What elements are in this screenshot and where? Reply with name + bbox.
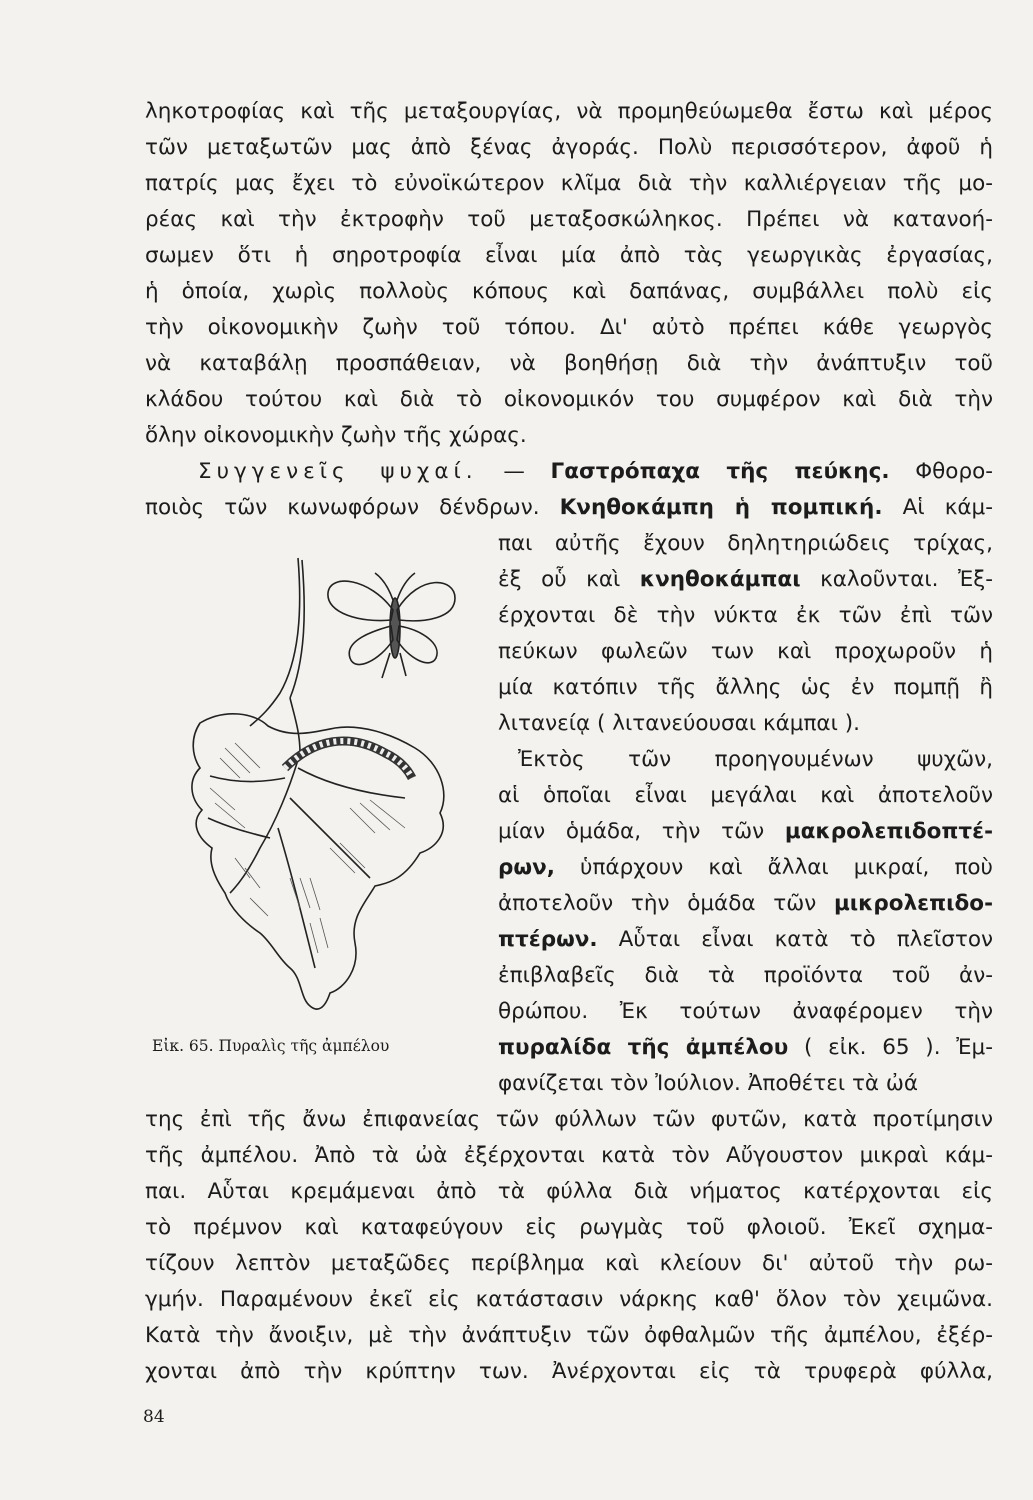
text-fragment: ἀποτελοῦν τὴν ὁμάδα τῶν xyxy=(498,891,834,916)
text-line: παι. Αὗται κρεμάμεναι ἀπὸ τὰ φύλλα διὰ νήματος κατέρχονται εἰς xyxy=(145,1179,993,1204)
text-line: πεύκων φωλεῶν των καὶ προχωροῦν ἡ xyxy=(498,639,993,664)
page-number: 84 xyxy=(143,1407,165,1427)
text-line: τῆς ἀμπέλου. Ἀπὸ τὰ ὠὰ ἐξέρχονται κατὰ τὸν Αὔγουστον μικραὶ κάμ- xyxy=(145,1143,993,1168)
text-line xyxy=(498,854,993,882)
text-line: νὰ καταβάλῃ προσπάθειαν, νὰ βοηθήσῃ διὰ τὴν ἀνάπτυξιν τοῦ xyxy=(145,351,993,376)
text-line: έρχονται δὲ τὴν νύκτα ἐκ τῶν ἐπὶ τῶν xyxy=(498,603,993,628)
text-line: ληκοτροφίας καὶ τῆς μεταξουργίας, νὰ προμηθεύωμεθα ἔστω καὶ μέρος xyxy=(145,99,993,124)
term: ρων, xyxy=(498,855,555,880)
text-fragment: ὑπάρχουν καὶ ἄλλαι μικραί, ποὺ xyxy=(554,855,993,880)
text-fragment: ( εἰκ. 65 ). Ἐμ- xyxy=(788,1035,993,1060)
text-fragment: μίαν ὁμάδα, τὴν τῶν xyxy=(498,819,785,844)
text-fragment: Αἱ κάμ- xyxy=(882,495,993,520)
text-line: κλάδου τούτου καὶ διὰ τὸ οἰκονομικόν του συμφέρον καὶ διὰ τὴν xyxy=(145,387,993,412)
text-line xyxy=(498,566,993,594)
text-fragment: ποιὸς τῶν κωνωφόρων δένδρων. xyxy=(145,495,560,520)
section-heading: Συγγενεῖς ψυχαί. xyxy=(198,459,478,484)
text-line: λιτανείᾳ ( λιτανεύουσαι κάμπαι ). xyxy=(498,711,860,736)
text-line: αἱ ὁποῖαι εἶναι μεγάλαι καὶ ἀποτελοῦν xyxy=(498,783,993,808)
text-line: τὴν οἰκονομικὴν ζωὴν τοῦ τόπου. Δι' αὐτὸ πρέπει κάθε γεωργὸς xyxy=(145,315,993,340)
term: κνηθοκάμπαι xyxy=(639,567,801,592)
text-line xyxy=(498,818,993,846)
text-line: τὸ πρέμνον καὶ καταφεύγουν εἰς ρωγμὰς τοῦ φλοιοῦ. Ἐκεῖ σχημα- xyxy=(145,1215,993,1240)
text-line xyxy=(145,494,993,522)
text-line: ἐπιβλαβεῖς διὰ τὰ προϊόντα τοῦ ἀν- xyxy=(498,963,993,988)
text-line: Ἐκτὸς τῶν προηγουμένων ψυχῶν, xyxy=(518,747,993,772)
text-line: σωμεν ὅτι ἡ σηροτροφία εἶναι μία ἀπὸ τὰς γεωργικὰς ἐργασίας, xyxy=(145,243,993,268)
grape-leaf xyxy=(192,714,444,1009)
text-line: πατρίς μας ἔχει τὸ εὐνοϊκώτερον κλῖμα διὰ τὴν καλλιέργειαν τῆς μο- xyxy=(145,171,993,196)
species-name: Γαστρόπαχα τῆς πεύκης. xyxy=(550,459,890,484)
text-line: μία κατόπιν τῆς ἄλλης ὡς ἐν πομπῇ ἢ xyxy=(498,675,993,700)
species-name: πυραλίδα τῆς ἀμπέλου xyxy=(498,1035,789,1060)
text-line xyxy=(498,890,993,918)
text-fragment: ἐξ οὗ καὶ xyxy=(498,567,640,592)
text-line: ὅλην οἰκονομικὴν ζωὴν τῆς χώρας. xyxy=(145,423,527,448)
section-heading-line xyxy=(198,458,993,486)
text-line: ἡ ὁποία, χωρὶς πολλοὺς κόπους καὶ δαπάνας, συμβάλλει πολὺ εἰς xyxy=(145,279,993,304)
text-line: τίζουν λεπτὸν μεταξῶδες περίβλημα καὶ κλείουν δι' αὐτοῦ τὴν ρω- xyxy=(145,1251,993,1276)
figure-caption: Εἰκ. 65. Πυραλὶς τῆς ἀμπέλου xyxy=(152,1037,390,1055)
text-line xyxy=(498,926,993,954)
term: μακρολεπιδοπτέ- xyxy=(784,819,993,844)
text-line: παι αὐτῆς ἔχουν δηλητηριώδεις τρίχας, xyxy=(498,531,993,556)
text-fragment: καλοῦνται. Ἐξ- xyxy=(800,567,993,592)
text-fragment: Αὗται εἶναι κατὰ τὸ πλεῖστον xyxy=(597,927,993,952)
text-line: θρώπου. Ἐκ τούτων ἀναφέρομεν τὴν xyxy=(498,999,993,1024)
text-line: ρέας καὶ τὴν ἐκτροφὴν τοῦ μεταξοσκώληκος. Πρέπει νὰ κατανοή- xyxy=(145,207,993,232)
species-name: Κνηθοκάμπη ἡ πομπική. xyxy=(559,495,883,520)
text-line: φανίζεται τὸν Ἰούλιον. Ἀποθέτει τὰ ὠά xyxy=(498,1071,919,1096)
figure-grape-moth-illustration xyxy=(150,548,480,1018)
dash: — xyxy=(477,459,551,484)
term: μικρολεπιδο- xyxy=(833,891,993,916)
moth-drawing xyxy=(328,573,455,678)
text-line: Κατὰ τὴν ἄνοιξιν, μὲ τὴν ἀνάπτυξιν τῶν ὀφθαλμῶν τῆς ἀμπέλου, ἐξέρ- xyxy=(145,1323,993,1348)
term: πτέρων. xyxy=(498,927,598,952)
text-line: τῶν μεταξωτῶν μας ἀπὸ ξένας ἀγοράς. Πολὺ περισσότερον, ἀφοῦ ἡ xyxy=(145,135,993,160)
text-line: της ἐπὶ τῆς ἄνω ἐπιφανείας τῶν φύλλων τῶν φυτῶν, κατὰ προτίμησιν xyxy=(145,1107,993,1132)
text-line: γμήν. Παραμένουν ἐκεῖ εἰς κατάστασιν νάρκης καθ' ὅλον τὸν χειμῶνα. xyxy=(145,1287,993,1312)
vine-stem xyxy=(250,558,300,726)
text-line xyxy=(498,1034,993,1062)
text-line: χονται ἀπὸ τὴν κρύπτην των. Ἀνέρχονται εἰς τὰ τρυφερὰ φύλλα, xyxy=(145,1359,993,1384)
text-fragment: Φθορο- xyxy=(889,459,994,484)
